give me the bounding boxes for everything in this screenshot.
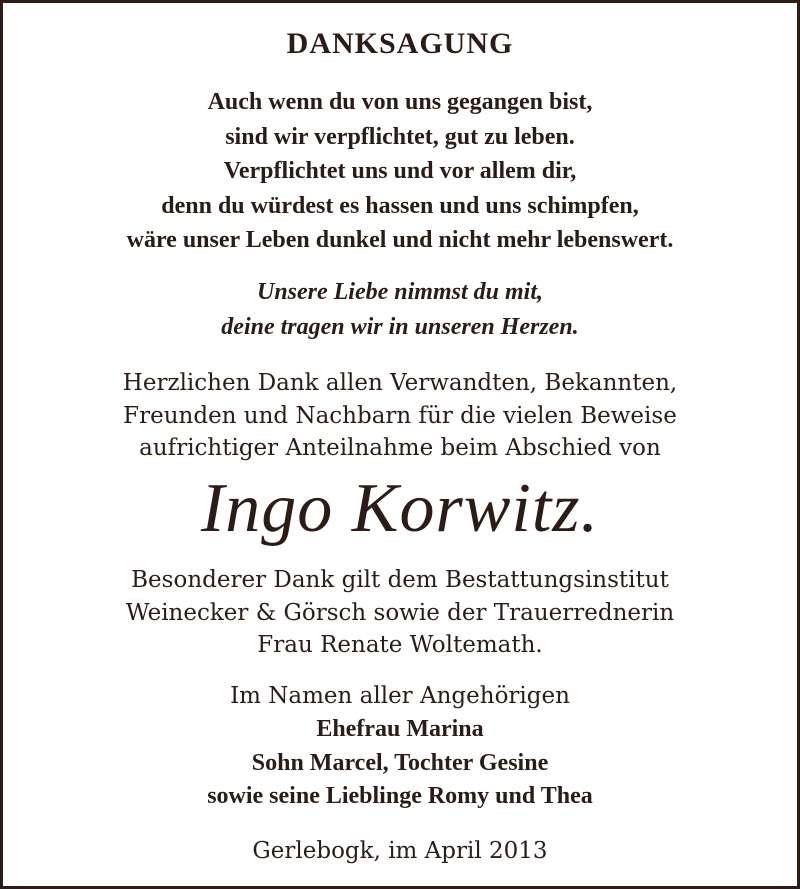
special-thanks-line: Frau Renate Woltemath.	[257, 632, 543, 658]
special-thanks-line: Weinecker & Görsch sowie der Trauerrednerin	[125, 599, 675, 626]
special-thanks-paragraph	[3, 564, 797, 662]
poem-line: denn du würdest es hassen und uns schimpfen,	[161, 192, 639, 219]
love-line: Unsere Liebe nimmst du mit,	[256, 279, 543, 305]
deceased-name: Ingo Korwitz.	[200, 470, 600, 547]
signature-intro: Im Namen aller Angehörigen	[230, 683, 570, 709]
signature-line: Sohn Marcel, Tochter Gesine	[251, 749, 549, 776]
signature-line: Ehefrau Marina	[316, 716, 484, 742]
thanks-line: Freunden und Nachbarn für die vielen Beweise	[123, 402, 677, 429]
poem-block	[3, 85, 797, 258]
signature-line: sowie seine Lieblinge Romy und Thea	[207, 783, 593, 809]
special-thanks-line: Besonderer Dank gilt dem Bestattungsinstitut	[131, 567, 669, 593]
poem-line: Verpflichtet uns und vor allem dir,	[223, 158, 577, 184]
thanks-line: Herzlichen Dank allen Verwandten, Bekannten,	[122, 370, 678, 396]
love-line: deine tragen wir in unseren Herzen.	[221, 313, 579, 340]
poem-line: wäre unser Leben dunkel und nicht mehr lebenswert.	[126, 227, 674, 253]
poem-line: sind wir verpflichtet, gut zu leben.	[225, 123, 575, 150]
thanks-paragraph	[3, 367, 797, 465]
thanks-line: aufrichtiger Anteilnahme beim Abschied von	[139, 435, 661, 461]
notice-title: DANKSAGUNG	[286, 27, 514, 60]
love-verse	[3, 275, 797, 344]
signature-block	[3, 713, 797, 814]
place-date: Gerlebogk, im April 2013	[252, 838, 548, 864]
poem-line: Auch wenn du von uns gegangen bist,	[207, 89, 593, 115]
